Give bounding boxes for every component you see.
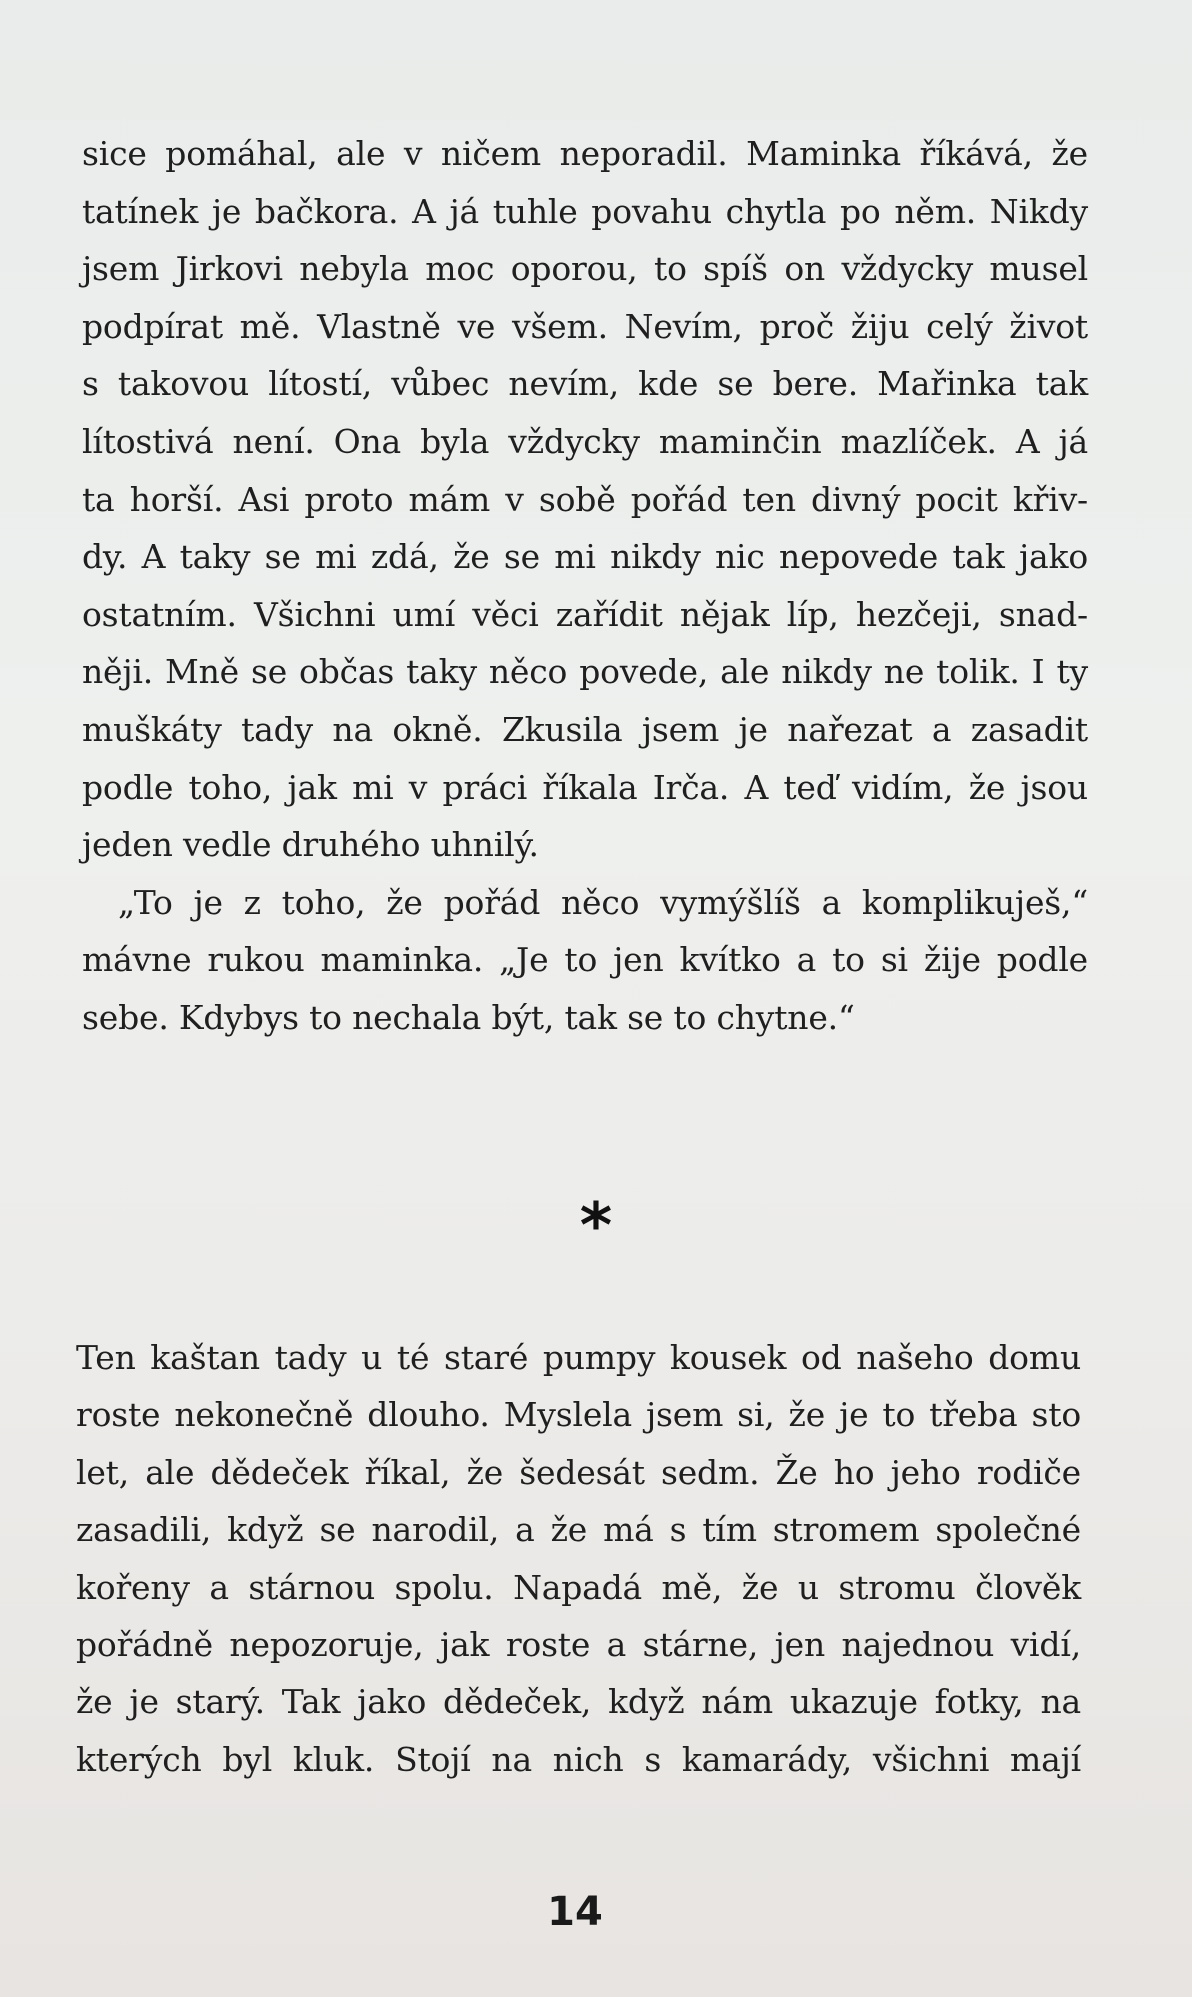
text-line: něji. Mně se občas taky něco povede, ale nikdy ne tolik. I ty	[82, 652, 1088, 692]
text-line: že je starý. Tak jako dědeček, když nám ukazuje fotky, na	[76, 1682, 1081, 1722]
text-line: podpírat mě. Vlastně ve všem. Nevím, proč žiju celý život	[82, 306, 1088, 346]
text-line: dy. A taky se mi zdá, že se mi nikdy nic nepovede tak jako	[82, 537, 1088, 577]
upper-text-section	[82, 125, 1088, 1047]
text-line: jeden vedle druhého uhnilý.	[82, 825, 539, 865]
text-line: pořádně nepozoruje, jak roste a stárne, jen najednou vidí,	[76, 1625, 1081, 1665]
text-line: let, ale dědeček říkal, že šedesát sedm. Že ho jeho rodiče	[76, 1452, 1081, 1492]
section-separator-asterisk: *	[579, 1189, 613, 1262]
text-line: Ten kaštan tady u té staré pumpy kousek od našeho domu	[76, 1338, 1081, 1377]
lower-text-section	[76, 1329, 1081, 1788]
page-number: 14	[547, 1889, 603, 1935]
text-line: podle toho, jak mi v práci říkala Irča. A teď vidím, že jsou	[82, 767, 1088, 807]
paragraph-3	[76, 1329, 1081, 1788]
text-line: kořeny a stárnou spolu. Napadá mě, že u stromu člověk	[76, 1567, 1081, 1607]
text-line: ta horší. Asi proto mám v sobě pořád ten divný pocit křiv-	[82, 479, 1088, 519]
text-line: kterých byl kluk. Stojí na nich s kamarády, všichni mají	[76, 1739, 1081, 1779]
text-line: s takovou lítostí, vůbec nevím, kde se bere. Mařinka tak	[82, 364, 1088, 404]
text-line: sice pomáhal, ale v ničem neporadil. Maminka říkává, že	[82, 134, 1088, 173]
paragraph-1	[82, 125, 1088, 874]
text-line: lítostivá není. Ona byla vždycky maminčin mazlíček. A já	[82, 421, 1088, 461]
text-line: muškáty tady na okně. Zkusila jsem je nařezat a zasadit	[82, 709, 1088, 749]
text-line: jsem Jirkovi nebyla moc oporou, to spíš on vždycky musel	[82, 249, 1088, 289]
text-line: ostatním. Všichni umí věci zařídit nějak líp, hezčeji, snad-	[82, 594, 1088, 634]
text-line: „To je z toho, že pořád něco vymýšlíš a komplikuješ,“	[118, 882, 1088, 922]
paragraph-2	[82, 874, 1088, 1047]
text-line: mávne rukou maminka. „Je to jen kvítko a to si žije podle	[82, 940, 1088, 980]
text-line: tatínek je bačkora. A já tuhle povahu chytla po něm. Nikdy	[82, 191, 1088, 231]
text-line: sebe. Kdybys to nechala být, tak se to chytne.“	[82, 997, 855, 1037]
text-line: zasadili, když se narodil, a že má s tím stromem společné	[76, 1510, 1081, 1550]
text-line: roste nekonečně dlouho. Myslela jsem si, že je to třeba sto	[76, 1395, 1081, 1435]
